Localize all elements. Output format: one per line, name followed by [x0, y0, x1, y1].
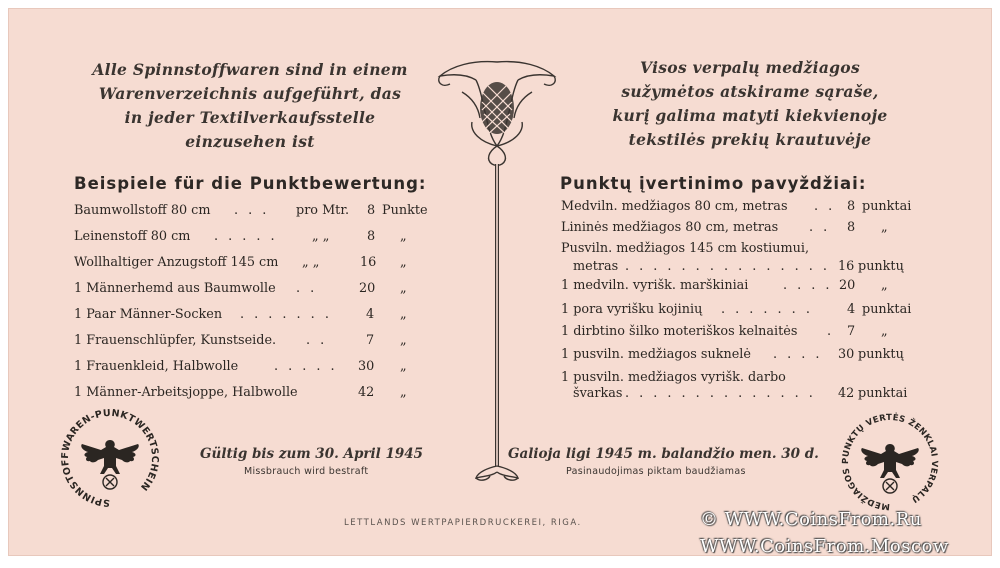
item-suffix: punktų	[858, 347, 904, 362]
central-ornament	[432, 52, 562, 492]
item-name: 1 Männerhemd aus Baumwolle	[74, 281, 276, 296]
lithuanian-validity: Galioja ligi 1945 m. balandžio men. 30 d.	[508, 446, 819, 462]
leader-dots: . .	[814, 199, 836, 214]
item-suffix: „	[400, 307, 407, 322]
watermark: © WWW.CoinsFrom.Ru	[700, 509, 922, 530]
leader-dots: . . . . .	[214, 229, 278, 244]
item-points: 7	[366, 333, 375, 348]
item-unit: „ „	[312, 229, 330, 244]
item-suffix: „	[881, 278, 888, 293]
lithuanian-warning: Pasinaudojimas piktam baudžiamas	[566, 466, 746, 477]
item-name: 1 Frauenschlüpfer, Kunstseide.	[74, 333, 277, 348]
lithuanian-intro	[570, 56, 930, 152]
seal-text: MEDŽIAGOS PUNKTŲ VERTĖS ŽENKLAI VERPALŲ	[840, 412, 940, 512]
item-points: 4	[366, 307, 375, 322]
leader-dots: .	[827, 324, 835, 339]
item-name: 1 pusviln. medžiagos suknelė	[561, 347, 751, 362]
item-name: Medviln. medžiagos 80 cm, metras	[561, 199, 788, 214]
lithuanian-heading: Punktų įvertinimo pavyždžiai:	[560, 174, 867, 193]
watermark: WWW.CoinsFrom.Moscow	[700, 536, 949, 557]
item-points: 8	[847, 199, 856, 214]
item-name: 1 Paar Männer-Socken	[74, 307, 223, 322]
german-intro	[60, 58, 440, 154]
item-name-line: 1 pusviln. medžiagos vyrišk. darbo	[561, 370, 786, 385]
item-points: 8	[847, 220, 856, 235]
item-name: 1 dirbtino šilko moteriškos kelnaitės	[561, 324, 798, 339]
item-points: 8	[367, 203, 376, 218]
item-name: 1 Frauenkleid, Halbwolle	[74, 359, 239, 374]
item-name: Baumwollstoff 80 cm	[74, 203, 211, 218]
item-suffix: „	[400, 255, 407, 270]
leader-dots: . . .	[234, 203, 270, 218]
leader-dots: . . . . . . .	[240, 307, 332, 322]
item-name: metras	[573, 259, 619, 274]
german-warning: Missbrauch wird bestraft	[244, 466, 369, 477]
leader-dots: . . . . . . . . . . . . . . .	[625, 259, 830, 274]
german-validity: Gültig bis zum 30. April 1945	[200, 446, 424, 462]
item-points: 20	[839, 278, 856, 293]
leader-dots: . . . . . . .	[721, 302, 813, 317]
item-name: 1 pora vyrišku kojinių	[561, 302, 703, 317]
leader-dots: . . . .	[773, 347, 823, 362]
item-suffix: punktai	[862, 199, 912, 214]
item-suffix: punktų	[858, 259, 904, 274]
item-points: 7	[847, 324, 856, 339]
item-name: 1 Männer-Arbeitsjoppe, Halbwolle	[74, 385, 298, 400]
german-intro-line: Warenverzeichnis aufgeführt, das	[98, 84, 402, 103]
leader-dots: . . . .	[783, 278, 833, 293]
item-suffix: „	[881, 220, 888, 235]
seal-text: SPINNSTOFFWAREN-PUNKTWERTSCHEIN	[59, 407, 161, 509]
lithuanian-intro-line: sužymėtos atskirame sąraše,	[621, 82, 879, 101]
item-name: 1 medviln. vyrišk. marškiniai	[561, 278, 749, 293]
item-points: 16	[838, 259, 855, 274]
item-points: 8	[367, 229, 376, 244]
item-suffix: „	[400, 281, 407, 296]
german-eagle-seal	[52, 400, 168, 516]
item-suffix: „	[400, 359, 407, 374]
item-points: 16	[360, 255, 377, 270]
item-points: 30	[358, 359, 375, 374]
item-unit: „ „	[302, 255, 320, 270]
item-name: švarkas	[573, 386, 623, 401]
leader-dots: . . . . .	[274, 359, 338, 374]
leader-dots: . .	[306, 333, 328, 348]
item-suffix: punktai	[858, 386, 908, 401]
leader-dots: . . . . . . . . . . . . . .	[625, 386, 816, 401]
item-points: 42	[358, 385, 375, 400]
item-name-line: Pusviln. medžiagos 145 cm kostiumui,	[561, 241, 810, 256]
lithuanian-eagle-seal	[832, 404, 948, 520]
german-intro-line: einzusehen ist	[185, 132, 315, 151]
lithuanian-intro-line: kurį galima matyti kiekvienoje	[612, 106, 888, 125]
item-points: 20	[359, 281, 376, 296]
item-points: 30	[838, 347, 855, 362]
item-suffix: „	[881, 324, 888, 339]
item-points: 4	[847, 302, 856, 317]
item-suffix: „	[400, 385, 407, 400]
item-suffix: „	[400, 333, 407, 348]
item-suffix: Punkte	[382, 203, 428, 218]
german-heading: Beispiele für die Punktbewertung:	[74, 174, 427, 193]
item-suffix: „	[400, 229, 407, 244]
german-intro-line: Alle Spinnstoffwaren sind in einem	[92, 60, 408, 79]
item-name: Leinenstoff 80 cm	[74, 229, 191, 244]
leader-dots: . .	[809, 220, 831, 235]
printer-imprint: LETTLANDS WERTPAPIERDRUCKEREI, RIGA.	[344, 518, 582, 528]
item-name: Wollhaltiger Anzugstoff 145 cm	[74, 255, 279, 270]
lithuanian-intro-line: Visos verpalų medžiagos	[640, 58, 860, 77]
lithuanian-intro-line: tekstilės prekių krautuvėje	[628, 130, 872, 149]
german-intro-line: in jeder Textilverkaufsstelle	[124, 108, 376, 127]
item-unit: pro Mtr.	[296, 203, 350, 218]
item-suffix: punktai	[862, 302, 912, 317]
leader-dots: . .	[296, 281, 318, 296]
item-points: 42	[838, 386, 855, 401]
item-name: Lininės medžiagos 80 cm, metras	[561, 220, 779, 235]
